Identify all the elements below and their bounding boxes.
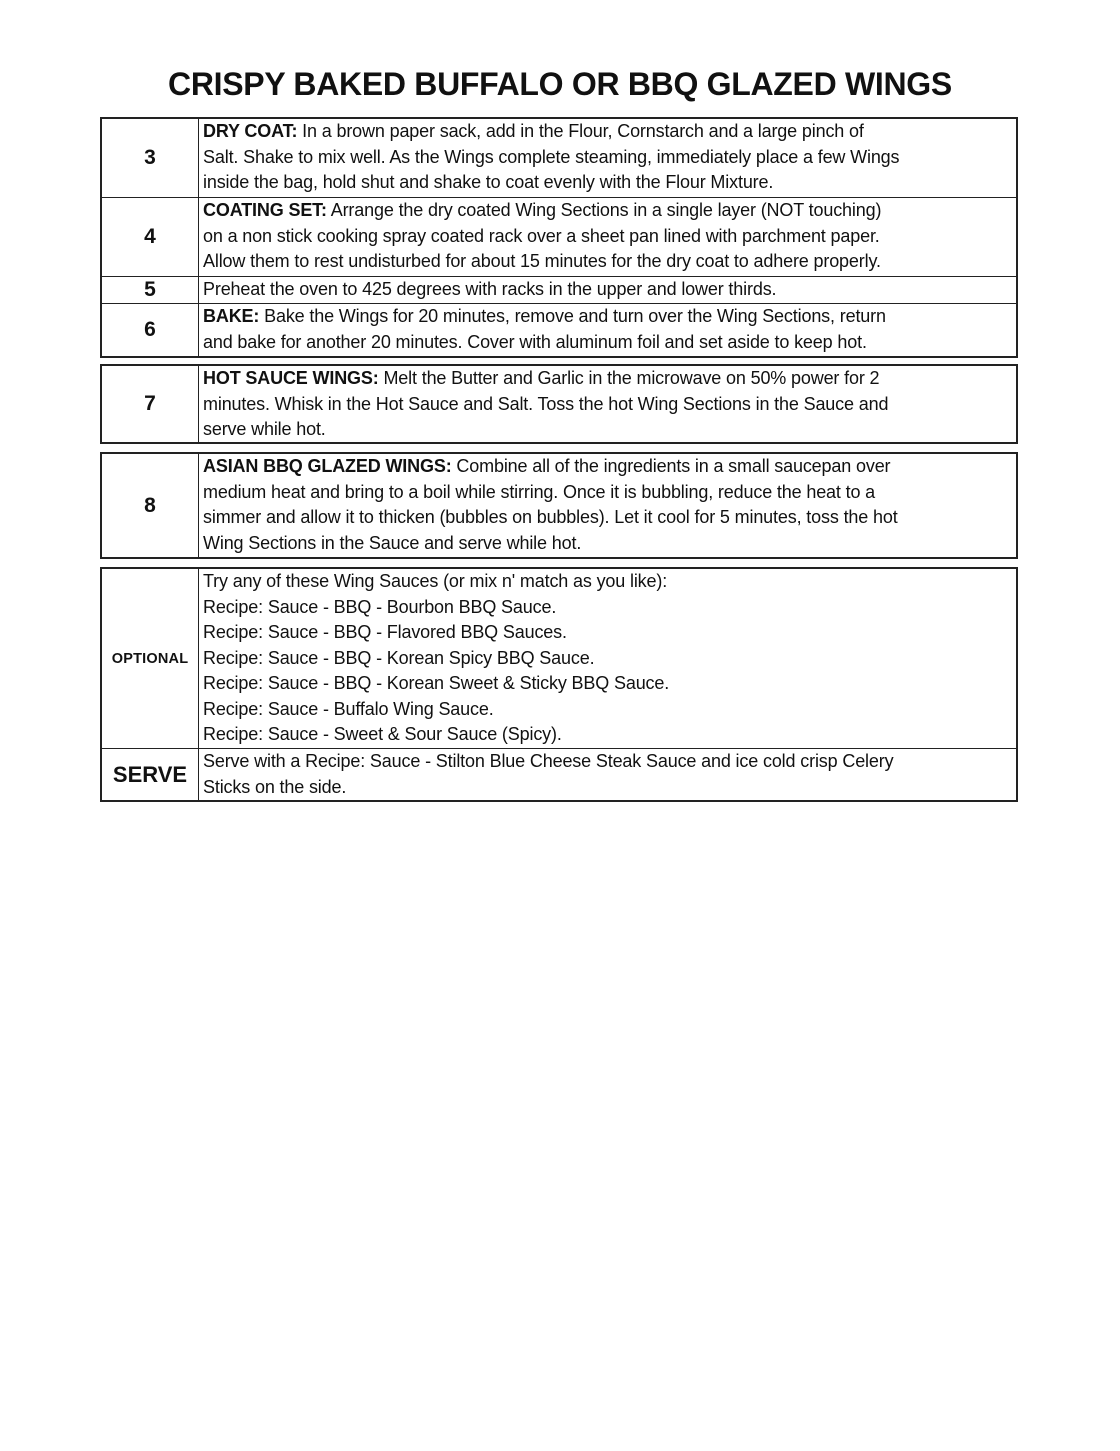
serve-text — [199, 749, 1016, 800]
step-heading: BAKE: — [203, 306, 260, 326]
step-row-8 — [102, 454, 1016, 557]
step-row-6 — [102, 303, 1016, 356]
step-number: 8 — [102, 454, 199, 557]
step-heading: DRY COAT: — [203, 121, 298, 141]
steps-table-1 — [100, 117, 1018, 358]
step-row-3 — [102, 119, 1016, 197]
step-number: 7 — [102, 366, 199, 442]
sauce-recipe-link: Recipe: Sauce - Buffalo Wing Sauce. — [203, 698, 494, 719]
step-number: 6 — [102, 304, 199, 356]
sauce-recipe-link: Recipe: Sauce - BBQ - Bourbon BBQ Sauce. — [203, 596, 557, 617]
sauce-recipe-link: Recipe: Sauce - BBQ - Korean Sweet & Sticky BBQ Sauce. — [203, 673, 670, 693]
step-line: ASIAN BBQ GLAZED WINGS: Combine all of the ingredients in a small saucepan over — [203, 456, 891, 476]
step-row-5 — [102, 276, 1016, 303]
step-line: inside the bag, hold shut and shake to coat evenly with the Flour Mixture. — [203, 172, 774, 192]
step-line: HOT SAUCE WINGS: Melt the Butter and Garlic in the microwave on 50% power for 2 — [203, 368, 880, 388]
serve-line: Sticks on the side. — [203, 776, 347, 797]
step-heading: ASIAN BBQ GLAZED WINGS: — [203, 456, 452, 476]
step-number: 5 — [102, 277, 199, 303]
step-row-4 — [102, 197, 1016, 276]
serve-row — [102, 748, 1016, 800]
step-number: 3 — [102, 119, 199, 197]
step-text — [199, 454, 1016, 557]
optional-line: Try any of these Wing Sauces (or mix n' match as you like): — [203, 571, 668, 591]
step-heading: COATING SET: — [203, 200, 327, 220]
step-line: medium heat and bring to a boil while stirring. Once it is bubbling, reduce the heat to a — [203, 481, 876, 502]
serve-line: Serve with a Recipe: Sauce - Stilton Blue Cheese Steak Sauce and ice cold crisp Celery — [203, 751, 894, 771]
step-line: on a non stick cooking spray coated rack over a sheet pan lined with parchment paper. — [203, 225, 880, 246]
step-line: Wing Sections in the Sauce and serve while hot. — [203, 532, 582, 553]
sauce-recipe-link: Recipe: Sauce - BBQ - Korean Spicy BBQ Sauce. — [203, 647, 595, 668]
sauce-recipe-link: Recipe: Sauce - Sweet & Sour Sauce (Spicy). — [203, 724, 562, 744]
step-line: and bake for another 20 minutes. Cover with aluminum foil and set aside to keep hot. — [203, 331, 867, 352]
step-line: COATING SET: Arrange the dry coated Wing Sections in a single layer (NOT touching) — [203, 200, 882, 220]
step-number: 4 — [102, 198, 199, 276]
step-text — [199, 304, 1016, 356]
step-heading: HOT SAUCE WINGS: — [203, 368, 379, 388]
step-text — [199, 366, 1016, 442]
step-line: serve while hot. — [203, 419, 326, 439]
step-text — [199, 277, 1016, 303]
step-line: BAKE: Bake the Wings for 20 minutes, remove and turn over the Wing Sections, return — [203, 306, 886, 326]
optional-serve-table — [100, 567, 1018, 802]
serve-label: SERVE — [102, 749, 199, 800]
step-line: DRY COAT: In a brown paper sack, add in the Flour, Cornstarch and a large pinch of — [203, 121, 864, 141]
steps-table-3 — [100, 452, 1018, 559]
optional-text — [199, 569, 1016, 748]
step-text — [199, 198, 1016, 276]
steps-table-2 — [100, 364, 1018, 444]
step-line: simmer and allow it to thicken (bubbles on bubbles). Let it cool for 5 minutes, toss the hot — [203, 507, 898, 527]
optional-label: OPTIONAL — [102, 569, 199, 748]
sauce-recipe-link: Recipe: Sauce - BBQ - Flavored BBQ Sauces. — [203, 622, 567, 642]
step-text — [199, 119, 1016, 197]
step-line: Allow them to rest undisturbed for about 15 minutes for the dry coat to adhere properly. — [203, 251, 881, 271]
step-row-7 — [102, 366, 1016, 442]
optional-row — [102, 569, 1016, 748]
page-title: CRISPY BAKED BUFFALO OR BBQ GLAZED WINGS — [168, 66, 952, 102]
step-line: Preheat the oven to 425 degrees with racks in the upper and lower thirds. — [203, 279, 777, 299]
step-line: Salt. Shake to mix well. As the Wings complete steaming, immediately place a few Wings — [203, 146, 900, 167]
step-line: minutes. Whisk in the Hot Sauce and Salt. Toss the hot Wing Sections in the Sauce and — [203, 393, 889, 414]
